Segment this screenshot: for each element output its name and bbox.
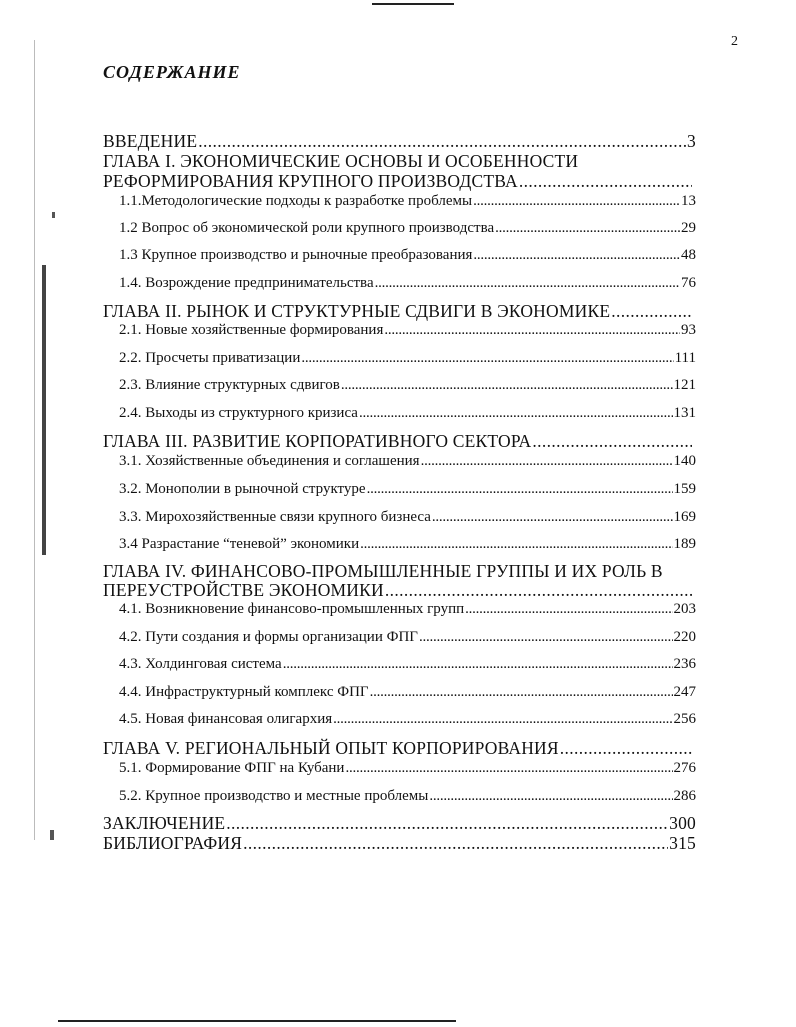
toc-entry-label: 1.3 Крупное производство и рыночные преобразования [119,247,473,263]
toc-entry-label: 2.4. Выходы из структурного кризиса [119,405,358,421]
dot-leader [421,453,673,470]
toc-entry-1-3[interactable] [119,247,696,264]
chapter-title-text: РЕФОРМИРОВАНИЯ КРУПНОГО ПРОИЗВОДСТВА [103,171,518,191]
toc-entry-page: 3 [687,131,696,151]
toc-entry-label: БИБЛИОГРАФИЯ [103,833,243,853]
toc-entry-1-1[interactable] [119,193,696,210]
toc-entry-page: 169 [673,509,696,525]
toc-entry-2-1[interactable] [119,322,696,339]
toc-entry-intro[interactable] [103,131,696,152]
dot-leader [532,431,692,452]
toc-entry-label: 1.1.Методологические подходы к разработке проблемы [119,193,473,209]
toc-entry-page: 247 [673,684,696,700]
dot-leader [519,171,692,192]
toc-entry-page: 48 [681,247,696,263]
dot-leader [341,377,673,394]
toc-entry-page: 76 [681,275,696,291]
toc-entry-4-5[interactable] [119,711,696,728]
toc-entry-3-4[interactable] [119,536,696,553]
dot-leader [375,275,680,292]
dot-leader [359,405,673,422]
dot-leader [611,301,692,322]
chapter-4-title-cont[interactable] [103,580,693,601]
toc-entry-page: 140 [673,453,696,469]
toc-entry-label: 5.1. Формирование ФПГ на Кубани [119,760,345,776]
toc-entry-4-4[interactable] [119,684,696,701]
toc-entry-3-2[interactable] [119,481,696,498]
toc-entry-page: 111 [674,350,696,366]
dot-leader [432,509,673,526]
toc-entry-4-3[interactable] [119,656,696,673]
toc-entry-label: 4.4. Инфраструктурный комплекс ФПГ [119,684,369,700]
chapter-1-title-cont[interactable] [103,171,693,192]
toc-entry-label: 3.4 Разрастание “теневой” экономики [119,536,360,552]
toc-entry-page: 131 [673,405,696,421]
chapter-5-title[interactable] [103,738,693,759]
toc-entry-1-4[interactable] [119,275,696,292]
toc-entry-label: 4.2. Пути создания и формы организации ФПГ [119,629,418,645]
chapter-2-title[interactable] [103,301,693,322]
toc-entry-4-1[interactable] [119,601,696,618]
toc-entry-label: 2.3. Влияние структурных сдвигов [119,377,340,393]
toc-entry-5-2[interactable] [119,788,696,805]
toc-entry-page: 276 [673,760,696,776]
toc-entry-label: 4.5. Новая финансовая олигархия [119,711,333,727]
dot-leader [473,193,680,210]
toc-entry-label: 1.4. Возрождение предпринимательства [119,275,374,291]
dot-leader [333,711,672,728]
toc-entry-page: 159 [673,481,696,497]
toc-entry-page: 93 [681,322,696,338]
dot-leader [560,738,692,759]
toc-entry-1-2[interactable] [119,220,696,237]
dot-leader [243,833,668,854]
toc-entry-label: 3.1. Хозяйственные объединения и соглашения [119,453,420,469]
toc-entry-label: 5.2. Крупное производство и местные проблемы [119,788,429,804]
chapter-title-text: ГЛАВА III. РАЗВИТИЕ КОРПОРАТИВНОГО СЕКТОРА [103,431,532,451]
chapter-title-text: ПЕРЕУСТРОЙСТВЕ ЭКОНОМИКИ [103,580,384,600]
toc-entry-label: 2.1. Новые хозяйственные формирования [119,322,384,338]
toc-entry-2-3[interactable] [119,377,696,394]
dot-leader [429,788,672,805]
toc-entry-page: 220 [673,629,696,645]
toc-entry-3-1[interactable] [119,453,696,470]
toc-entry-page: 203 [673,601,696,617]
toc-entry-label: 2.2. Просчеты приватизации [119,350,301,366]
toc-entry-label: 3.2. Монополии в рыночной структуре [119,481,366,497]
dot-leader [301,350,673,367]
chapter-4-title[interactable]: ГЛАВА IV. ФИНАНСОВО-ПРОМЫШЛЕННЫЕ ГРУППЫ И ИХ РОЛЬ В [103,561,663,581]
page-title: СОДЕРЖАНИЕ [103,62,241,82]
toc-entry-page: 300 [669,813,696,833]
chapter-title-text: ГЛАВА V. РЕГИОНАЛЬНЫЙ ОПЫТ КОРПОРИРОВАНИЯ [103,738,559,758]
dot-leader [473,247,680,264]
dot-leader [198,131,686,152]
dot-leader [465,601,672,618]
dot-leader [419,629,673,646]
toc-entry-bibliography[interactable] [103,833,696,854]
toc-entry-page: 29 [681,220,696,236]
toc-entry-conclusion[interactable] [103,813,696,834]
page-number: 2 [731,34,738,49]
toc-entry-label: ЗАКЛЮЧЕНИЕ [103,813,226,833]
dot-leader [385,580,692,601]
toc-entry-page: 189 [673,536,696,552]
toc-entry-5-1[interactable] [119,760,696,777]
dot-leader [345,760,672,777]
toc-entry-page: 13 [681,193,696,209]
toc-entry-4-2[interactable] [119,629,696,646]
dot-leader [283,656,673,673]
toc-entry-label: 1.2 Вопрос об экономической роли крупного производства [119,220,495,236]
toc-entry-page: 121 [673,377,696,393]
chapter-1-title[interactable]: ГЛАВА I. ЭКОНОМИЧЕСКИЕ ОСНОВЫ И ОСОБЕННОСТИ [103,151,579,171]
toc-entry-label: 4.3. Холдинговая система [119,656,282,672]
toc-entry-page: 286 [673,788,696,804]
toc-entry-label: 4.1. Возникновение финансово-промышленных групп [119,601,465,617]
toc-entry-page: 315 [669,833,696,853]
toc-entry-label: 3.3. Мирохозяйственные связи крупного бизнеса [119,509,431,525]
toc-entry-page: 256 [673,711,696,727]
dot-leader [360,536,672,553]
dot-leader [495,220,680,237]
toc-entry-3-3[interactable] [119,509,696,526]
toc-entry-2-2[interactable] [119,350,696,367]
toc-entry-2-4[interactable] [119,405,696,422]
toc-entry-label: ВВЕДЕНИЕ [103,131,198,151]
dot-leader [384,322,680,339]
dot-leader [367,481,673,498]
dot-leader [370,684,673,701]
dot-leader [226,813,668,834]
chapter-title-text: ГЛАВА II. РЫНОК И СТРУКТУРНЫЕ СДВИГИ В ЭКОНОМИКЕ [103,301,611,321]
chapter-3-title[interactable] [103,431,693,452]
toc-entry-page: 236 [673,656,696,672]
